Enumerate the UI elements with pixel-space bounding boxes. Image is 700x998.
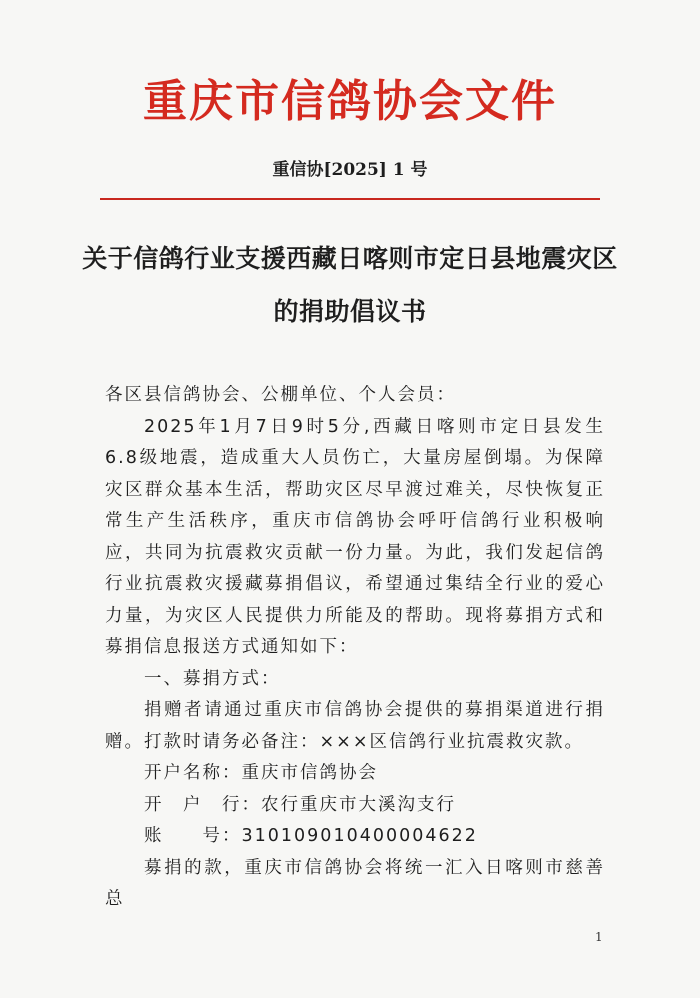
paragraph-closing: 募捐的款，重庆市信鸽协会将统一汇入日喀则市慈善总: [105, 857, 605, 909]
account-number: 账 号：310109010400004622: [144, 826, 478, 846]
document-body: [105, 380, 605, 916]
page-number: 1: [595, 930, 603, 944]
org-header-title: 重庆市信鸽协会文件: [143, 76, 557, 127]
section-heading-donation-method: 一、募捐方式：: [144, 668, 281, 689]
paragraph-announcement: 2025年1月7日9时5分,西藏日喀则市定日县发生 6.8级地震，造成重大人员伤亡，大量房屋倒塌。为保障灾区群众基本生活，帮助灾区尽早渡过难关，尽快恢复正常生产生活秩序，重庆市信鸽协会呼吁信鸽行业积极响应，共同为抗震救灾贡献一份力量。为此，我们发起信鸽行业抗震救灾援藏募捐倡议，希望通过集结全行业的爱心力量，为灾区人民提供力所能及的帮助。现将募捐方式和募捐信息报送方式通知如下：: [105, 416, 605, 657]
document-title-line1: 关于信鸽行业支援西藏日喀则市定日县地震灾区: [82, 244, 618, 273]
paragraph-donation-instructions: 捐赠者请通过重庆市信鸽协会提供的募捐渠道进行捐赠。打款时请务必备注：×××区信鸽行业抗震救灾款。: [105, 700, 605, 752]
header-divider: [100, 198, 600, 200]
account-name: 开户名称：重庆市信鸽协会: [144, 763, 378, 783]
document-title-line2: 的捐助倡议书: [273, 297, 427, 326]
bank-branch: 开 户 行：农行重庆市大溪沟支行: [144, 794, 456, 815]
salutation: 各区县信鸽协会、公棚单位、个人会员：: [105, 385, 456, 405]
document-number: 重信协[2025] 1 号: [272, 160, 428, 180]
